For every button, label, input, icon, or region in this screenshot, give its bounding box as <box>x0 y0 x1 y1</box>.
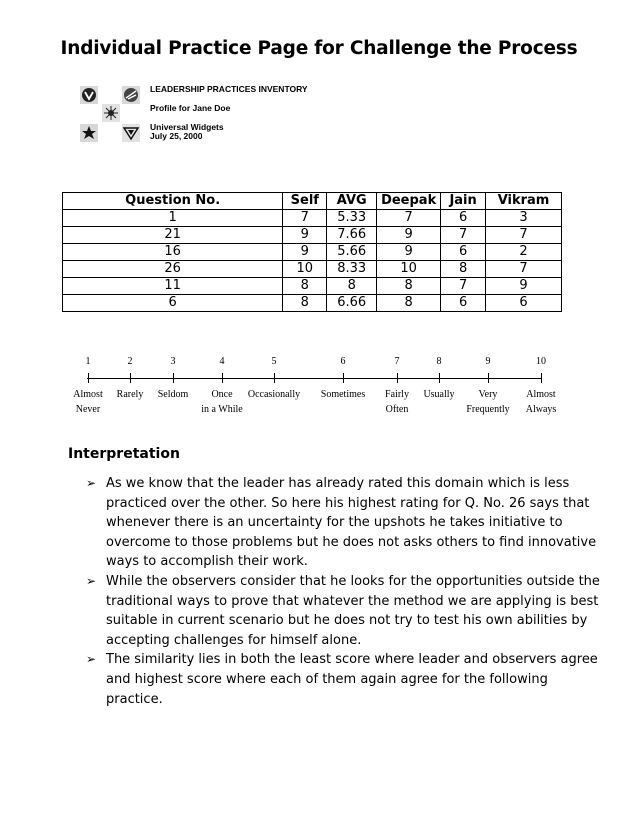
scale-label-line: Once <box>211 389 233 400</box>
interpretation-heading: Interpretation <box>68 446 180 462</box>
inspire-vision-icon <box>122 86 140 104</box>
table-header-row <box>63 193 562 210</box>
scale-tick <box>439 373 440 383</box>
table-cell: 7 <box>441 227 486 244</box>
scale-tick <box>173 373 174 383</box>
table-cell: 9 <box>283 227 327 244</box>
table-cell: 7 <box>377 210 441 227</box>
table-cell: 9 <box>283 244 327 261</box>
scale-number: 8 <box>436 356 442 367</box>
table-cell: 7 <box>283 210 327 227</box>
table-cell: 6.66 <box>327 295 377 312</box>
table-cell: 9 <box>486 278 562 295</box>
column-header: Self <box>283 193 327 210</box>
scale-label-line: in a While <box>201 404 243 415</box>
scale-number: 6 <box>340 356 346 367</box>
scale-label-almost-never <box>73 387 102 417</box>
arrow-bullet-icon: ➢ <box>86 652 97 667</box>
table-cell: 3 <box>486 210 562 227</box>
table-row <box>63 295 562 312</box>
encourage-heart-icon <box>122 124 140 142</box>
scale-label-line: Almost <box>73 389 103 400</box>
column-header: Vikram <box>486 193 562 210</box>
interpretation-list <box>86 474 606 709</box>
scale-label-line: Almost <box>526 389 556 400</box>
scale-number: 9 <box>485 356 491 367</box>
scale-number: 3 <box>170 356 176 367</box>
table-cell: 6 <box>486 295 562 312</box>
arrow-bullet-icon: ➢ <box>86 573 97 588</box>
scale-tick <box>397 373 398 383</box>
report-date: July 25, 2000 <box>150 131 203 141</box>
list-item-text: As we know that the leader has already rated this domain which is less practiced over the other. So here his highest rating for Q. No. 26 says that whenever there is an uncertainty for the upshots he takes initiative to overcome to those problems but he does not asks others to find innovative ways to accomplish their work. <box>106 476 597 570</box>
table-cell: 9 <box>377 227 441 244</box>
scale-number: 5 <box>271 356 277 367</box>
scale-label-very-frequently <box>466 387 509 417</box>
table-cell: 10 <box>283 261 327 278</box>
table-cell: 8 <box>377 278 441 295</box>
scale-label-line: Very <box>478 389 498 400</box>
scale-label-almost-always <box>526 387 557 417</box>
arrow-bullet-icon: ➢ <box>86 476 97 490</box>
scale-number: 10 <box>536 356 546 367</box>
table-cell: 1 <box>63 210 283 227</box>
page-title: Individual Practice Page for Challenge the Process <box>60 38 578 59</box>
scale-label-fairly-often <box>385 387 409 417</box>
table-cell: 8 <box>283 295 327 312</box>
table-cell: 8 <box>283 278 327 295</box>
scale-tick <box>274 373 275 383</box>
enable-others-icon <box>80 124 98 142</box>
scale-label-line: Always <box>525 404 557 415</box>
table-row <box>63 278 562 295</box>
table-row <box>63 227 562 244</box>
list-item-text: While the observers consider that he looks for the opportunities outside the traditional ways to prove that whatever the method we are applying is best suitable in current scenario but he does not try to test his own abilities by accepting challenges for himself alone. <box>106 573 600 648</box>
scale-label-line: Sometimes <box>320 389 366 400</box>
scale-label-line: Rarely <box>116 389 144 400</box>
table-cell: 8.33 <box>327 261 377 278</box>
organization-name: Universal Widgets <box>150 122 224 132</box>
table-cell: 6 <box>441 244 486 261</box>
scale-tick <box>541 373 542 383</box>
table-cell: 16 <box>63 244 283 261</box>
scale-label-line: Never <box>75 404 101 415</box>
table-cell: 9 <box>377 244 441 261</box>
scores-table <box>62 192 562 312</box>
scale-tick <box>222 373 223 383</box>
table-cell: 6 <box>63 295 283 312</box>
list-item <box>86 474 606 572</box>
table-cell: 7 <box>441 278 486 295</box>
challenge-process-icon <box>102 104 120 122</box>
column-header: Jain <box>441 193 486 210</box>
lpi-logo-cluster <box>78 84 144 144</box>
scale-label-occasionally <box>248 387 300 402</box>
scale-tick <box>488 373 489 383</box>
table-cell: 6 <box>441 210 486 227</box>
scale-label-line: Fairly <box>385 389 409 400</box>
table-row <box>63 244 562 261</box>
scale-label-rarely <box>117 387 144 402</box>
table-cell: 7 <box>486 261 562 278</box>
profile-name: Profile for Jane Doe <box>150 103 231 113</box>
scale-label-once-in-a-while <box>201 387 242 417</box>
table-cell: 7 <box>486 227 562 244</box>
table-cell: 2 <box>486 244 562 261</box>
scale-number: 4 <box>219 356 225 367</box>
table-cell: 8 <box>327 278 377 295</box>
scale-label-line: Occasionally <box>247 389 301 400</box>
model-the-way-icon <box>80 86 98 104</box>
scale-tick <box>88 373 89 383</box>
column-header: AVG <box>327 193 377 210</box>
scale-number: 2 <box>127 356 133 367</box>
scale-label-seldom <box>158 387 189 402</box>
table-cell: 21 <box>63 227 283 244</box>
table-cell: 10 <box>377 261 441 278</box>
scale-number: 1 <box>85 356 91 367</box>
scale-number: 7 <box>394 356 400 367</box>
column-header: Deepak <box>377 193 441 210</box>
scale-tick <box>343 373 344 383</box>
table-cell: 7.66 <box>327 227 377 244</box>
scale-label-line: Usually <box>423 389 455 400</box>
scale-axis-line <box>87 378 541 379</box>
list-item <box>86 572 606 650</box>
table-row <box>63 210 562 227</box>
table-cell: 26 <box>63 261 283 278</box>
scale-label-sometimes <box>321 387 365 402</box>
table-cell: 5.66 <box>327 244 377 261</box>
list-item <box>86 650 606 709</box>
table-cell: 5.33 <box>327 210 377 227</box>
column-header: Question No. <box>63 193 283 210</box>
table-cell: 11 <box>63 278 283 295</box>
rating-scale <box>0 350 638 425</box>
scale-tick <box>130 373 131 383</box>
table-cell: 8 <box>377 295 441 312</box>
inventory-name: LEADERSHIP PRACTICES INVENTORY <box>150 84 308 94</box>
scale-label-line: Seldom <box>157 389 189 400</box>
table-cell: 8 <box>441 261 486 278</box>
list-item-text: The similarity lies in both the least score where leader and observers agree and highest score where each of them again agree for the following practice. <box>106 652 598 707</box>
table-row <box>63 261 562 278</box>
scale-label-line: Frequently <box>466 404 510 415</box>
table-cell: 6 <box>441 295 486 312</box>
scale-label-line: Often <box>385 404 409 415</box>
scale-label-usually <box>423 387 454 402</box>
